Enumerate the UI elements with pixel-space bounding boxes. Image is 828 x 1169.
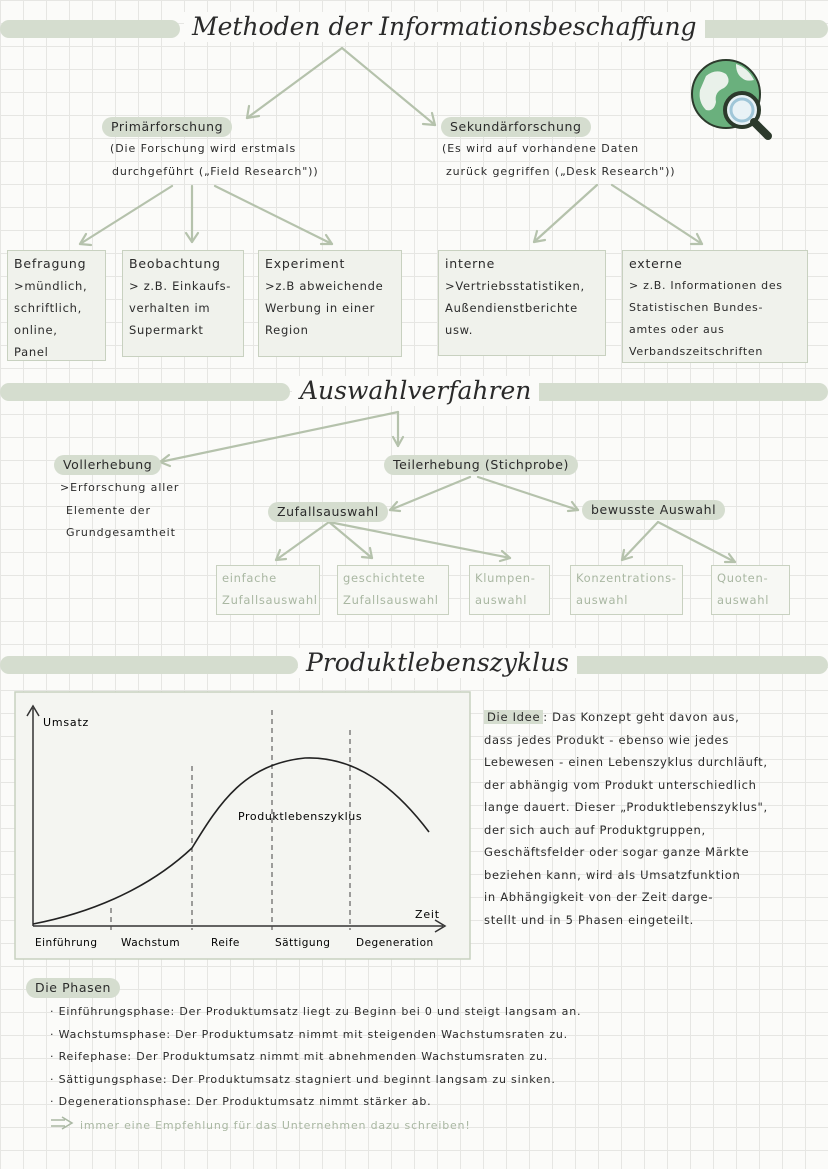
primary-note-1: (Die Forschung wird erstmals: [110, 142, 297, 155]
phase-item: · Degenerationsphase: Der Produktumsatz nimmt stärker ab.: [50, 1095, 432, 1108]
box-line: online,: [14, 323, 58, 337]
leaf-line: auswahl: [576, 593, 629, 607]
bewusste-auswahl-label: bewusste Auswahl: [582, 500, 725, 520]
primary-note-2: durchgeführt („Field Research")): [112, 165, 319, 178]
idea-line: dass jedes Produkt - ebenso wie jedes: [484, 732, 730, 747]
leaf-line: Konzentrations-: [576, 571, 677, 585]
vollerhebung-label: Vollerhebung: [54, 455, 161, 475]
box-title: Befragung: [14, 256, 87, 271]
idea-label: Die Idee: [484, 710, 543, 724]
leaf-line: auswahl: [717, 593, 770, 607]
primaerforschung-label: Primärforschung: [102, 117, 232, 137]
idea-line: in Abhängigkeit von der Zeit darge-: [484, 890, 714, 904]
footer-note: immer eine Empfehlung für das Unternehmen dazu schreiben!: [80, 1119, 471, 1132]
box-line: Verbandszeitschriften: [629, 345, 764, 358]
idea-line: beziehen kann, wird als Umsatzfunktion: [484, 867, 741, 882]
box-line: > z.B. Informationen des: [629, 279, 783, 292]
globe-magnifier-icon: [688, 56, 776, 146]
lifecycle-curve: [33, 758, 429, 924]
box-line: Panel: [14, 345, 49, 359]
leaf-line: Klumpen-: [475, 571, 536, 585]
idea-line: der abhängig vom Produkt unterschiedlich: [484, 777, 757, 792]
idea-line: lange dauert. Dieser „Produktlebenszyklus",: [484, 800, 768, 814]
box-externe: [622, 250, 808, 363]
box-line: >mündlich,: [14, 279, 88, 293]
section-title-produktlebenszyklus: Produktlebenszyklus: [298, 648, 577, 678]
box-interne: [438, 250, 606, 356]
vollerhebung-line: >Erforschung aller: [60, 481, 180, 494]
idea-line: Geschäftsfelder oder sogar ganze Märkte: [484, 845, 750, 859]
sekundaerforschung-label: Sekundärforschung: [441, 117, 591, 137]
leaf-line: Quoten-: [717, 571, 769, 585]
box-line: Supermarkt: [129, 323, 204, 337]
box-title: externe: [629, 256, 683, 271]
leaf-quotenauswahl: [711, 565, 790, 615]
box-title: Beobachtung: [129, 256, 221, 271]
box-befragung: [7, 250, 106, 361]
phase-label: Reife: [211, 937, 240, 949]
secondary-note-1: (Es wird auf vorhandene Daten: [442, 142, 640, 155]
section-title-informationsbeschaffung: Methoden der Informationsbeschaffung: [184, 12, 705, 42]
header-band-left: [0, 20, 180, 38]
phase-item: · Wachstumsphase: Der Produktumsatz nimmt mit steigenden Wachstumsraten zu.: [50, 1028, 568, 1041]
header-band-left: [0, 656, 298, 674]
header-band-left: [0, 383, 290, 401]
box-line: schriftlich,: [14, 301, 82, 315]
leaf-line: auswahl: [475, 593, 528, 607]
phases-label: Die Phasen: [26, 978, 120, 998]
idea-line: der sich auch auf Produktgruppen,: [484, 822, 706, 837]
box-line: Statistischen Bundes-: [629, 301, 764, 314]
box-line: amtes oder aus: [629, 323, 725, 336]
idea-line: Lebewesen - einen Lebenszyklus durchläuft,: [484, 755, 768, 769]
box-line: >Vertriebsstatistiken,: [445, 279, 585, 293]
phase-label: Wachstum: [121, 937, 181, 949]
curve-label: Produktlebenszyklus: [238, 810, 363, 823]
leaf-klumpenauswahl: [469, 565, 550, 615]
vollerhebung-line: Grundgesamtheit: [66, 526, 176, 539]
phase-label: Sättigung: [275, 937, 331, 949]
leaf-line: einfache: [222, 571, 277, 585]
box-beobachtung: [122, 250, 244, 357]
phase-label: Degeneration: [356, 937, 434, 949]
leaf-geschichtete-zufallsauswahl: [337, 565, 449, 615]
zufallsauswahl-label: Zufallsauswahl: [268, 502, 388, 522]
right-arrow-icon: [50, 1116, 74, 1130]
lifecycle-chart: [15, 692, 470, 959]
box-line: > z.B. Einkaufs-: [129, 279, 232, 293]
secondary-note-2: zurück gegriffen („Desk Research")): [446, 165, 676, 178]
idea-paragraph: [484, 706, 768, 931]
teilerhebung-label: Teilerhebung (Stichprobe): [384, 455, 578, 475]
leaf-konzentrationsauswahl: [570, 565, 683, 615]
leaf-line: geschichtete: [343, 571, 426, 585]
box-line: Region: [265, 323, 309, 337]
box-line: Werbung in einer: [265, 301, 376, 315]
box-line: >z.B abweichende: [265, 279, 384, 293]
idea-line: : Das Konzept geht davon aus,: [543, 710, 740, 724]
box-line: Außendienstberichte: [445, 301, 578, 315]
phase-item: · Reifephase: Der Produktumsatz nimmt mit abnehmenden Wachstumsraten zu.: [50, 1050, 549, 1063]
y-axis-label: Umsatz: [43, 716, 90, 729]
box-title: Experiment: [265, 256, 346, 271]
box-line: verhalten im: [129, 301, 211, 315]
phase-item: · Sättigungsphase: Der Produktumsatz stagniert und beginnt langsam zu sinken.: [50, 1073, 556, 1086]
box-experiment: [258, 250, 402, 357]
vollerhebung-line: Elemente der: [66, 504, 151, 517]
phase-item: · Einführungsphase: Der Produktumsatz liegt zu Beginn bei 0 und steigt langsam an.: [50, 1005, 582, 1018]
leaf-line: Zufallsauswahl: [222, 593, 318, 607]
x-axis-label: Zeit: [415, 908, 440, 921]
section-title-auswahlverfahren: Auswahlverfahren: [292, 376, 539, 406]
leaf-line: Zufallsauswahl: [343, 593, 439, 607]
box-line: usw.: [445, 323, 474, 337]
phase-label: Einführung: [35, 937, 98, 949]
idea-line: stellt und in 5 Phasen eingeteilt.: [484, 912, 694, 927]
header-band-right: [498, 383, 828, 401]
leaf-einfache-zufallsauswahl: [216, 565, 320, 615]
box-title: interne: [445, 256, 496, 271]
